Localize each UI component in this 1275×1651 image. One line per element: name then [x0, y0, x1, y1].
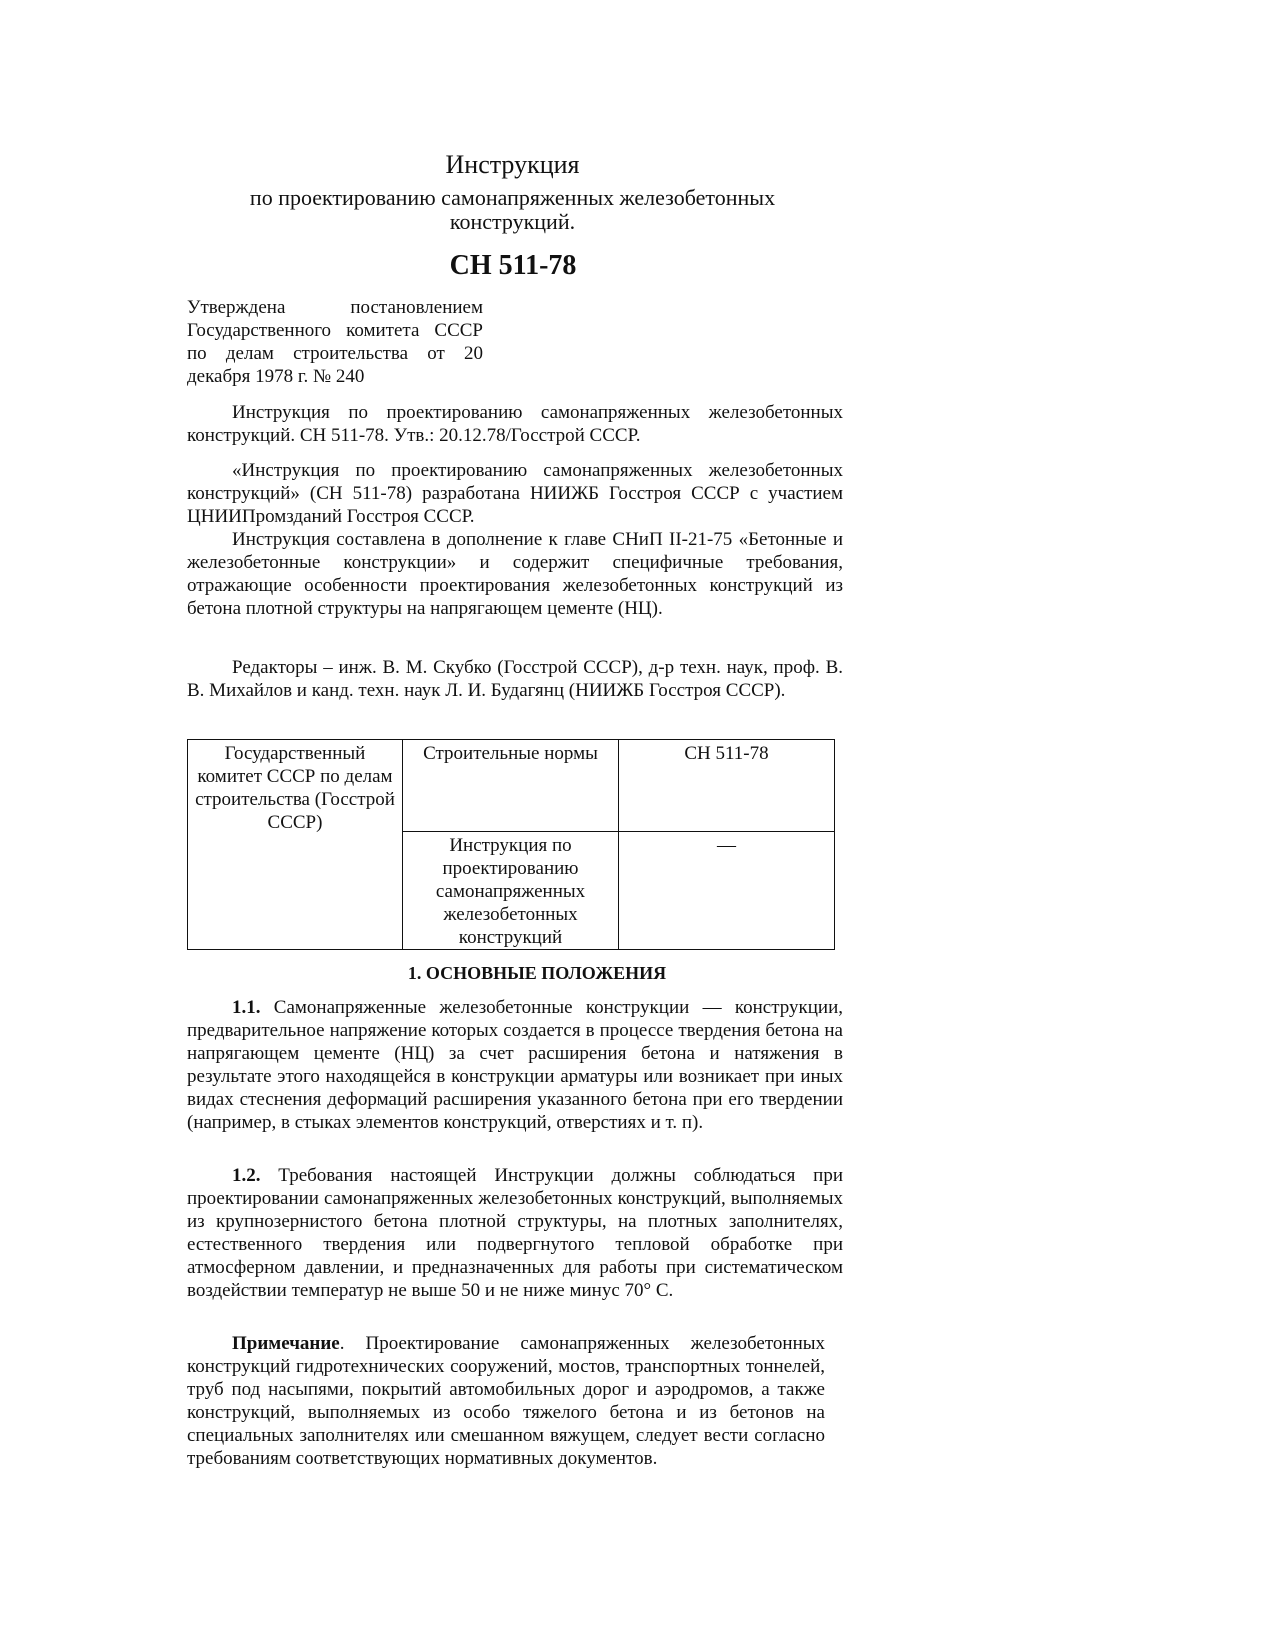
clause-1-1: [187, 996, 843, 1134]
approval-note: Утверждена постановлением Государственного комитета СССР по делам строительства от 20 декабря 1978 г. № 240: [187, 297, 483, 387]
table-replaces-cell: —: [619, 832, 835, 950]
note-label: Примечание: [232, 1333, 340, 1354]
developer-paragraph: «Инструкция по проектированию самонапряженных железобетонных конструкций» (СН 511-78) разработана НИИЖБ Госстроя СССР с участием ЦНИИПромзданий Госстроя СССР.: [187, 460, 843, 527]
reference-paragraph: Инструкция по проектированию самонапряженных железобетонных конструкций. СН 511-78. Утв.: 20.12.78/Госстрой СССР.: [187, 402, 843, 446]
clause-text: Самонапряженные железобетонные конструкции — конструкции, предварительное напряжение которых создается в процессе твердения бетона на напрягающем цементе (НЦ) за счет расширения бетона и натяжения в результате этого находящейся в конструкции арматуры или возникает при иных видах стеснения деформаций расширения указанного бетона при его твердении (например, в стыках элементов конструкций, отверстиях и т. п).: [187, 997, 843, 1133]
editors-paragraph: Редакторы – инж. В. М. Скубко (Госстрой СССР), д-р техн. наук, проф. В. В. Михайлов и канд. техн. наук Л. И. Будагянц (НИИЖБ Госстроя СССР).: [187, 657, 843, 701]
document-subtitle: по проектированию самонапряженных железобетонных конструкций.: [249, 185, 776, 234]
table-code-cell: СН 511-78: [619, 740, 835, 832]
document-code: СН 511-78: [449, 250, 577, 281]
clause-1-2: [187, 1164, 843, 1302]
note-paragraph: [187, 1332, 825, 1470]
supplement-paragraph: Инструкция составлена в дополнение к главе СНиП II-21-75 «Бетонные и железобетонные конструкции» и содержит специфичные требования, отражающие особенности проектирования железобетонных конструкций из бетона плотной структуры на напрягающем цементе (НЦ).: [187, 529, 843, 619]
table-committee-cell: Государственный комитет СССР по делам строительства (Госстрой СССР): [188, 740, 403, 950]
clause-number: 1.1.: [232, 997, 261, 1018]
clause-text: Требования настоящей Инструкции должны соблюдаться при проектировании самонапряженных железобетонных конструкций, выполняемых из крупнозернистого бетона плотной структуры, на плотных заполнителях, естественного твердения или подвергнутого тепловой обработке при атмосферном давлении, и предназначенных для работы при систематическом воздействии температур не выше 50 и не ниже минус 70° С.: [187, 1165, 843, 1301]
table-doc-title-cell: Инструкция по проектированию самонапряженных железобетонных конструкций: [403, 832, 619, 950]
title-table: [187, 739, 835, 950]
document-title: Инструкция: [445, 150, 580, 179]
note-text: . Проектирование самонапряженных железобетонных конструкций гидротехнических сооружений, мостов, транспортных тоннелей, труб под насыпями, покрытий автомобильных дорог и аэродромов, а также конструкций, выполняемых из особо тяжелого бетона и из бетонов на специальных заполнителях или смешанном вяжущем, следует вести согласно требованиям соответствующих нормативных документов.: [187, 1333, 825, 1469]
clause-number: 1.2.: [232, 1165, 261, 1186]
section-heading: 1. ОСНОВНЫЕ ПОЛОЖЕНИЯ: [407, 963, 667, 983]
table-norms-cell: Строительные нормы: [403, 740, 619, 832]
